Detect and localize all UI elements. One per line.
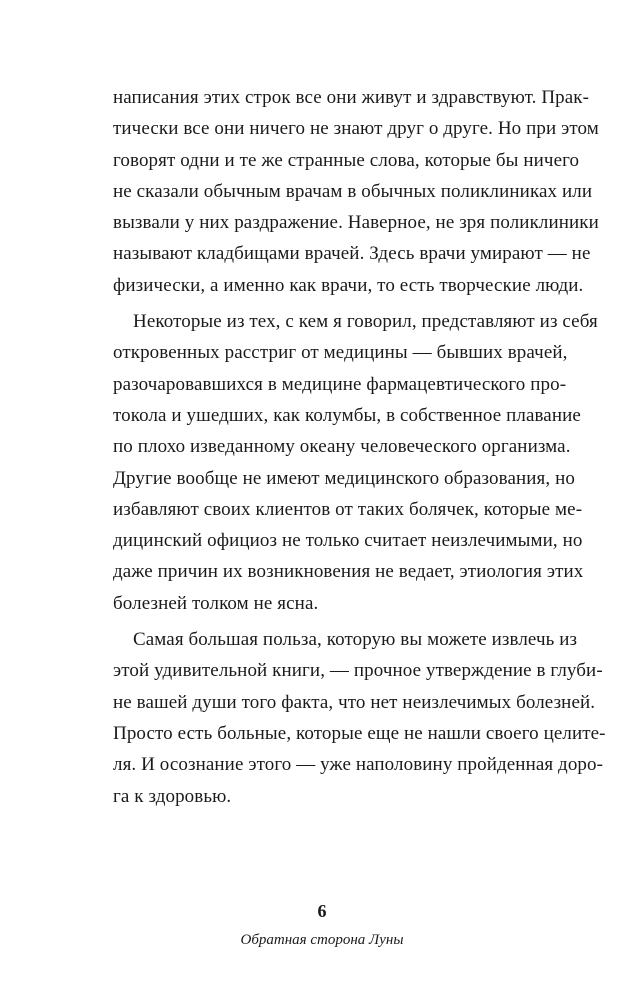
text-line: Другие вообще не имеют медицинского образования, но	[113, 467, 575, 489]
page-number: 6	[317, 901, 327, 921]
text-line: даже причин их возникновения не ведает, этиология этих	[113, 561, 584, 583]
text-line: Просто есть больные, которые еще не нашли своего целите-	[113, 722, 606, 744]
text-line: по плохо изведанному океану человеческого организма.	[113, 436, 571, 458]
text-line: га к здоровью.	[113, 785, 232, 807]
text-line: ля. И осознание этого — уже наполовину пройденная доро-	[113, 754, 604, 776]
text-line: говорят одни и те же странные слова, которые бы ничего	[113, 149, 580, 171]
paragraph-3	[113, 624, 606, 812]
text-line: Самая большая польза, которую вы можете извлечь из	[133, 629, 578, 651]
text-line: написания этих строк все они живут и здравствуют. Прак-	[113, 87, 590, 108]
paragraph-1	[113, 82, 599, 301]
text-line: избавляют своих клиентов от таких болячек, которые ме-	[113, 498, 583, 520]
book-title-footer: Обратная сторона Луны	[240, 932, 404, 948]
paragraph-2	[113, 306, 598, 619]
text-line: физически, а именно как врачи, то есть творческие люди.	[113, 274, 584, 296]
text-line: тически все они ничего не знают друг о друге. Но при этом	[113, 118, 599, 140]
page-body	[113, 82, 606, 817]
text-line: Некоторые из тех, с кем я говорил, представляют из себя	[133, 311, 598, 333]
text-line: вызвали у них раздражение. Наверное, не зря поликлиники	[113, 212, 599, 234]
text-line: называют кладбищами врачей. Здесь врачи умирают — не	[113, 243, 591, 265]
text-line: дицинский официоз не только считает неизлечимыми, но	[113, 530, 583, 552]
text-line: токола и ушедших, как колумбы, в собственное плавание	[113, 404, 581, 426]
text-line: болезней толком не ясна.	[113, 592, 319, 614]
text-line: разочаровавшихся в медицине фармацевтического про-	[113, 373, 567, 395]
text-line: этой удивительной книги, — прочное утверждение в глуби-	[113, 660, 603, 682]
text-line: не сказали обычным врачам в обычных поликлиниках или	[113, 180, 593, 202]
text-line: откровенных расстриг от медицины — бывших врачей,	[113, 342, 568, 364]
text-line: не вашей души того факта, что нет неизлечимых болезней.	[113, 691, 596, 713]
